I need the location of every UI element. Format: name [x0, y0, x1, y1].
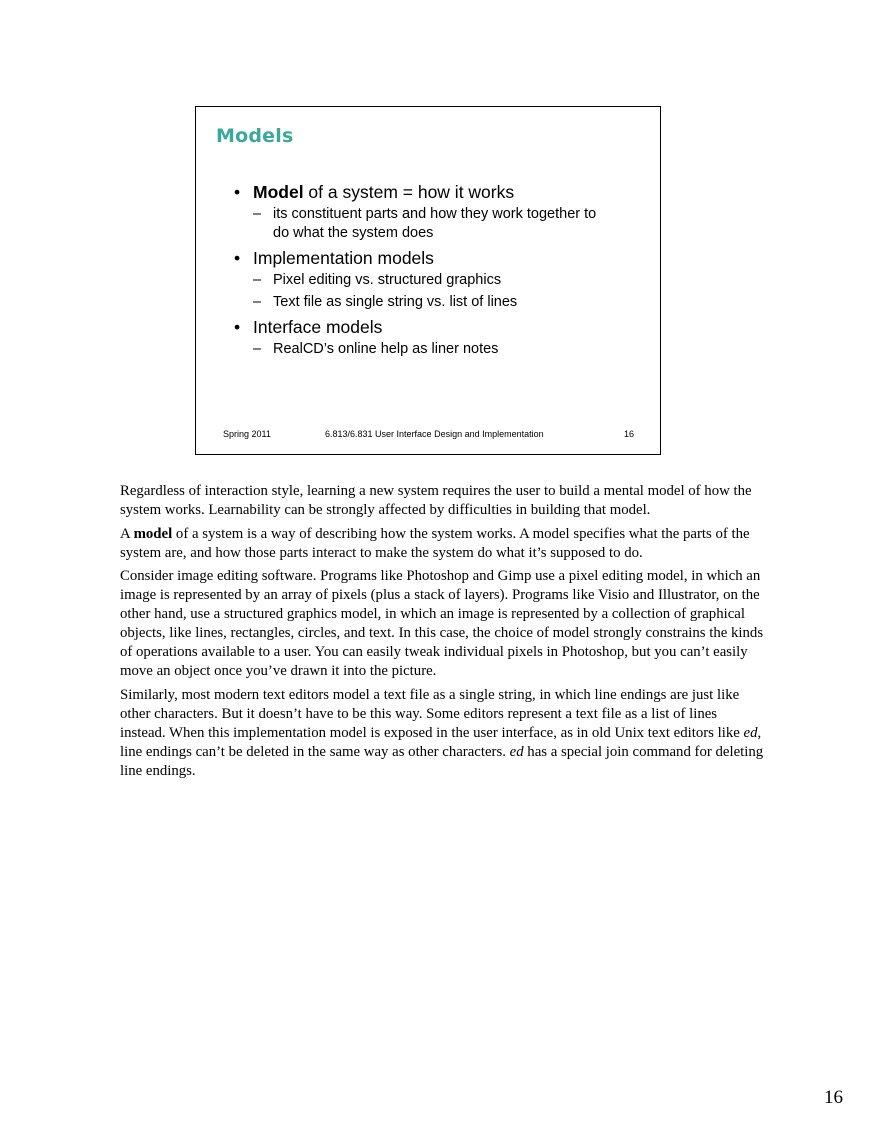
- notes-p4-ed-2: ed: [509, 743, 524, 760]
- notes-paragraph-2: [120, 525, 764, 563]
- bullet-interface-models: • Interface models: [234, 316, 650, 338]
- notes-paragraph-1: Regardless of interaction style, learning a new system requires the user to build a mental model of how the system works. Learnability can be strongly affected by difficulties in building that model.: [120, 483, 752, 518]
- bullet-model-rest: of a system = how it works: [303, 182, 515, 202]
- notes-p2-start: A: [120, 525, 134, 542]
- notes-p4-end: has a special join command for deleting line endings.: [120, 743, 764, 779]
- slide-footer-date: Spring 2011: [223, 429, 271, 439]
- sub-bullet-realcd: – RealCD’s online help as liner notes: [234, 340, 613, 359]
- notes-p2-bold-model: model: [133, 525, 173, 542]
- slide-title: Models: [216, 125, 294, 147]
- slide-footer-number: 16: [624, 429, 635, 439]
- sub-bullet-pixel-editing: – Pixel editing vs. structured graphics: [234, 271, 613, 290]
- lecture-notes: [120, 482, 764, 785]
- notes-paragraph-4: [120, 686, 764, 781]
- sub-bullet-constituent-parts: – its constituent parts and how they work together to do what the system does: [234, 205, 613, 243]
- notes-p4-start: Similarly, most modern text editors model a text file as a single string, in which line endings are just like other characters. But it doesn’t have to be this way. Some editors represent a text file as a list of lines instead. When this implementation model is exposed in the user interface, as in old Unix text editors like: [120, 686, 744, 741]
- notes-p4-ed-1: ed: [743, 724, 758, 741]
- sub-bullet-text-file: – Text file as single string vs. list of lines: [234, 293, 613, 312]
- slide-footer-course: 6.813/6.831 User Interface Design and Implementation: [325, 429, 544, 439]
- notes-paragraph-3: Consider image editing software. Programs like Photoshop and Gimp use a pixel editing model, in which an image is represented by an array of pixels (plus a stack of layers). Programs like Visio and Illustrator, on the other hand, use a structured graphics model, in which an image is represented by a collection of graphical objects, like lines, rectangles, circles, and text. In this case, the choice of model strongly constrains the kinds of operations available to a user. You can easily tweak individual pixels in Photoshop, but you can’t easily move an object once you’ve drawn it into the picture.: [120, 568, 764, 679]
- notes-p4-mid: , line endings can’t be deleted in the same way as other characters.: [120, 724, 762, 760]
- slide-bullet-list: [234, 181, 650, 362]
- page-number: 16: [824, 1087, 843, 1108]
- bullet-model: [234, 181, 650, 203]
- slide-frame: [195, 106, 661, 455]
- bullet-model-bold: Model: [253, 182, 304, 202]
- bullet-implementation-models: • Implementation models: [234, 247, 650, 269]
- notes-p2-rest: of a system is a way of describing how the system works. A model specifies what the parts of the system are, and how those parts interact to make the system do what it’s supposed to do.: [120, 525, 750, 561]
